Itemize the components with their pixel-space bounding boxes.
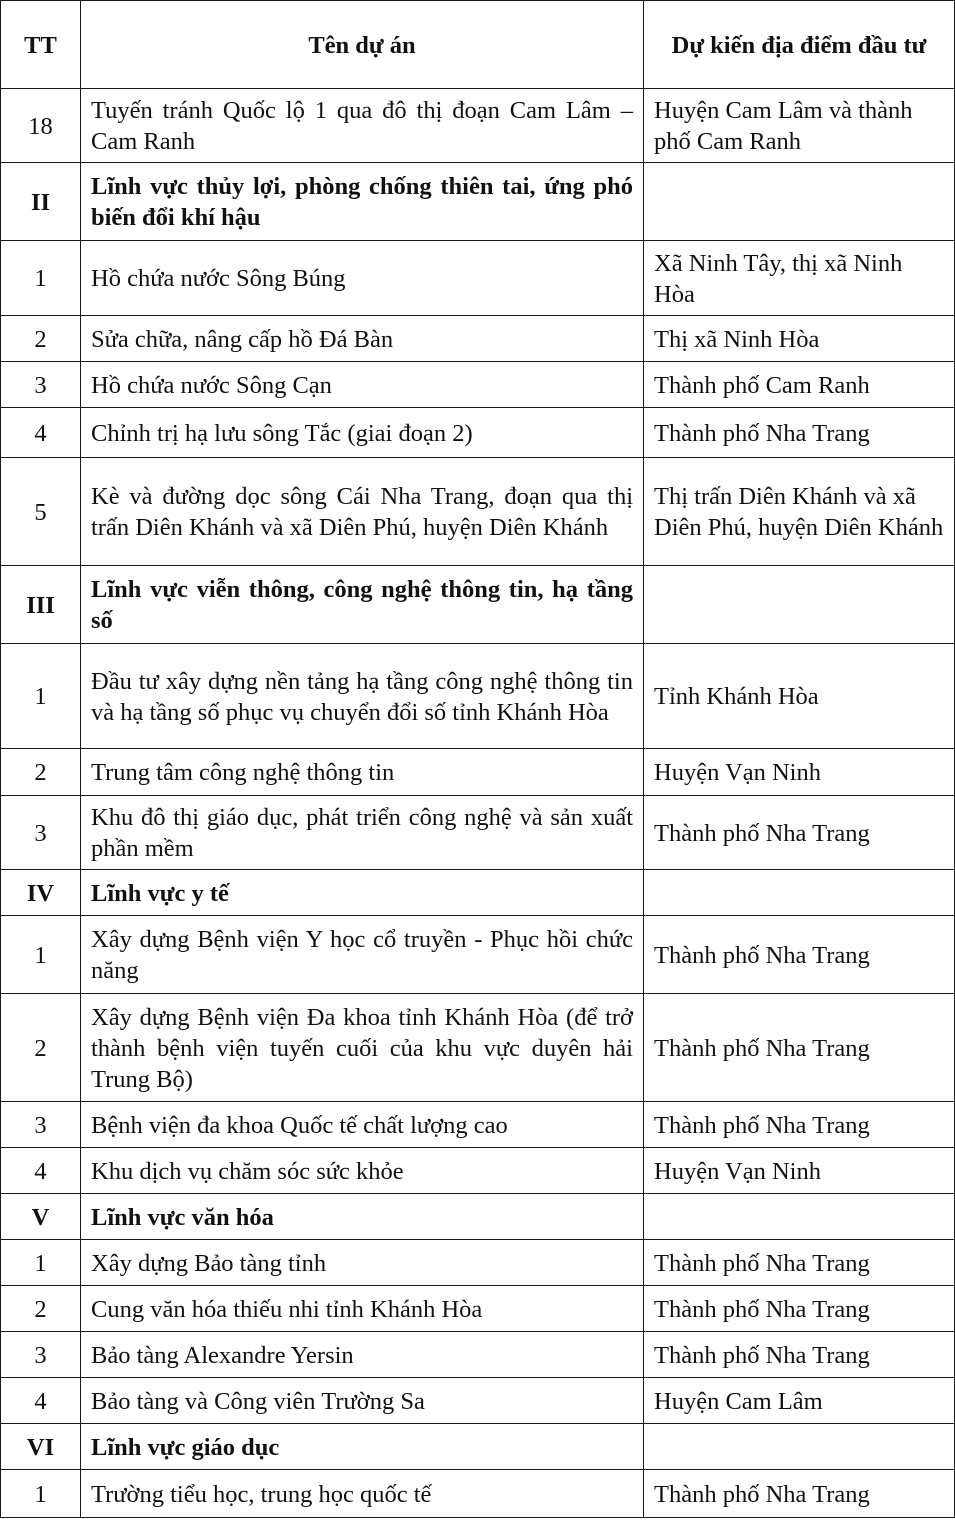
cell-tt: 1 [1, 1240, 81, 1286]
cell-location: Huyện Vạn Ninh [644, 749, 955, 796]
cell-location [644, 566, 955, 644]
cell-location: Thị trấn Diên Khánh và xã Diên Phú, huyện Diên Khánh [644, 458, 955, 566]
cell-location: Thành phố Nha Trang [644, 408, 955, 458]
cell-project-name: Lĩnh vực giáo dục [81, 1424, 644, 1470]
cell-location: Thành phố Nha Trang [644, 1470, 955, 1518]
cell-tt: 1 [1, 916, 81, 994]
cell-tt: 1 [1, 1470, 81, 1518]
table-row [1, 1148, 955, 1194]
table-row [1, 749, 955, 796]
cell-project-name: Khu dịch vụ chăm sóc sức khỏe [81, 1148, 644, 1194]
table-body [1, 89, 955, 1518]
cell-location: Huyện Vạn Ninh [644, 1148, 955, 1194]
cell-location: Xã Ninh Tây, thị xã Ninh Hòa [644, 241, 955, 316]
cell-tt: 5 [1, 458, 81, 566]
header-project-name: Tên dự án [81, 1, 644, 89]
cell-tt: 3 [1, 1332, 81, 1378]
table-row [1, 1470, 955, 1518]
table-row [1, 1240, 955, 1286]
cell-location [644, 1194, 955, 1240]
cell-location: Huyện Cam Lâm [644, 1378, 955, 1424]
section-row [1, 870, 955, 916]
cell-tt: 4 [1, 1378, 81, 1424]
table-row [1, 408, 955, 458]
cell-tt: 1 [1, 241, 81, 316]
cell-project-name: Trung tâm công nghệ thông tin [81, 749, 644, 796]
table-row [1, 362, 955, 408]
cell-project-name: Lĩnh vực văn hóa [81, 1194, 644, 1240]
cell-project-name: Hồ chứa nước Sông Búng [81, 241, 644, 316]
table-row [1, 458, 955, 566]
cell-project-name: Xây dựng Bệnh viện Đa khoa tỉnh Khánh Hòa (để trở thành bệnh viện tuyến cuối của khu vực duyên hải Trung Bộ) [81, 994, 644, 1102]
cell-tt: 2 [1, 749, 81, 796]
cell-project-name: Cung văn hóa thiếu nhi tỉnh Khánh Hòa [81, 1286, 644, 1332]
cell-location: Thành phố Nha Trang [644, 1102, 955, 1148]
cell-location [644, 1424, 955, 1470]
table-row [1, 89, 955, 163]
section-row [1, 566, 955, 644]
cell-location: Thành phố Nha Trang [644, 1286, 955, 1332]
cell-project-name: Khu đô thị giáo dục, phát triển công nghệ và sản xuất phần mềm [81, 796, 644, 870]
cell-location: Thành phố Nha Trang [644, 994, 955, 1102]
table-row [1, 1378, 955, 1424]
cell-project-name: Sửa chữa, nâng cấp hồ Đá Bàn [81, 316, 644, 362]
cell-project-name: Lĩnh vực viễn thông, công nghệ thông tin, hạ tầng số [81, 566, 644, 644]
cell-project-name: Kè và đường dọc sông Cái Nha Trang, đoạn qua thị trấn Diên Khánh và xã Diên Phú, huyện Diên Khánh [81, 458, 644, 566]
cell-tt: 1 [1, 644, 81, 749]
cell-project-name: Lĩnh vực y tế [81, 870, 644, 916]
cell-tt: 4 [1, 408, 81, 458]
cell-project-name: Lĩnh vực thủy lợi, phòng chống thiên tai, ứng phó biến đổi khí hậu [81, 163, 644, 241]
cell-location: Huyện Cam Lâm và thành phố Cam Ranh [644, 89, 955, 163]
cell-tt: 18 [1, 89, 81, 163]
cell-tt: 2 [1, 994, 81, 1102]
table-row [1, 644, 955, 749]
cell-project-name: Trường tiểu học, trung học quốc tế [81, 1470, 644, 1518]
header-tt: TT [1, 1, 81, 89]
cell-project-name: Bệnh viện đa khoa Quốc tế chất lượng cao [81, 1102, 644, 1148]
cell-location: Thành phố Nha Trang [644, 1332, 955, 1378]
cell-tt: IV [1, 870, 81, 916]
cell-tt: 3 [1, 1102, 81, 1148]
cell-tt: 3 [1, 796, 81, 870]
table-row [1, 1332, 955, 1378]
cell-project-name: Xây dựng Bệnh viện Y học cổ truyền - Phục hồi chức năng [81, 916, 644, 994]
cell-tt: II [1, 163, 81, 241]
section-row [1, 1194, 955, 1240]
section-row [1, 163, 955, 241]
section-row [1, 1424, 955, 1470]
table-row [1, 241, 955, 316]
cell-project-name: Xây dựng Bảo tàng tỉnh [81, 1240, 644, 1286]
cell-location: Thành phố Nha Trang [644, 916, 955, 994]
cell-tt: VI [1, 1424, 81, 1470]
table-row [1, 316, 955, 362]
cell-location: Thành phố Cam Ranh [644, 362, 955, 408]
table-row [1, 1286, 955, 1332]
cell-tt: V [1, 1194, 81, 1240]
cell-tt: 2 [1, 316, 81, 362]
cell-tt: 4 [1, 1148, 81, 1194]
cell-project-name: Chỉnh trị hạ lưu sông Tắc (giai đoạn 2) [81, 408, 644, 458]
cell-project-name: Bảo tàng và Công viên Trường Sa [81, 1378, 644, 1424]
header-location: Dự kiến địa điểm đầu tư [644, 1, 955, 89]
cell-location: Tỉnh Khánh Hòa [644, 644, 955, 749]
table-row [1, 1102, 955, 1148]
cell-project-name: Tuyến tránh Quốc lộ 1 qua đô thị đoạn Cam Lâm – Cam Ranh [81, 89, 644, 163]
table-row [1, 796, 955, 870]
cell-location: Thành phố Nha Trang [644, 796, 955, 870]
table-row [1, 916, 955, 994]
table-row [1, 994, 955, 1102]
cell-tt: 3 [1, 362, 81, 408]
table-header-row [1, 1, 955, 89]
cell-tt: 2 [1, 1286, 81, 1332]
cell-location: Thành phố Nha Trang [644, 1240, 955, 1286]
cell-location [644, 870, 955, 916]
cell-project-name: Bảo tàng Alexandre Yersin [81, 1332, 644, 1378]
cell-location [644, 163, 955, 241]
cell-project-name: Hồ chứa nước Sông Cạn [81, 362, 644, 408]
cell-location: Thị xã Ninh Hòa [644, 316, 955, 362]
cell-tt: III [1, 566, 81, 644]
cell-project-name: Đầu tư xây dựng nền tảng hạ tầng công nghệ thông tin và hạ tầng số phục vụ chuyển đổi số tỉnh Khánh Hòa [81, 644, 644, 749]
